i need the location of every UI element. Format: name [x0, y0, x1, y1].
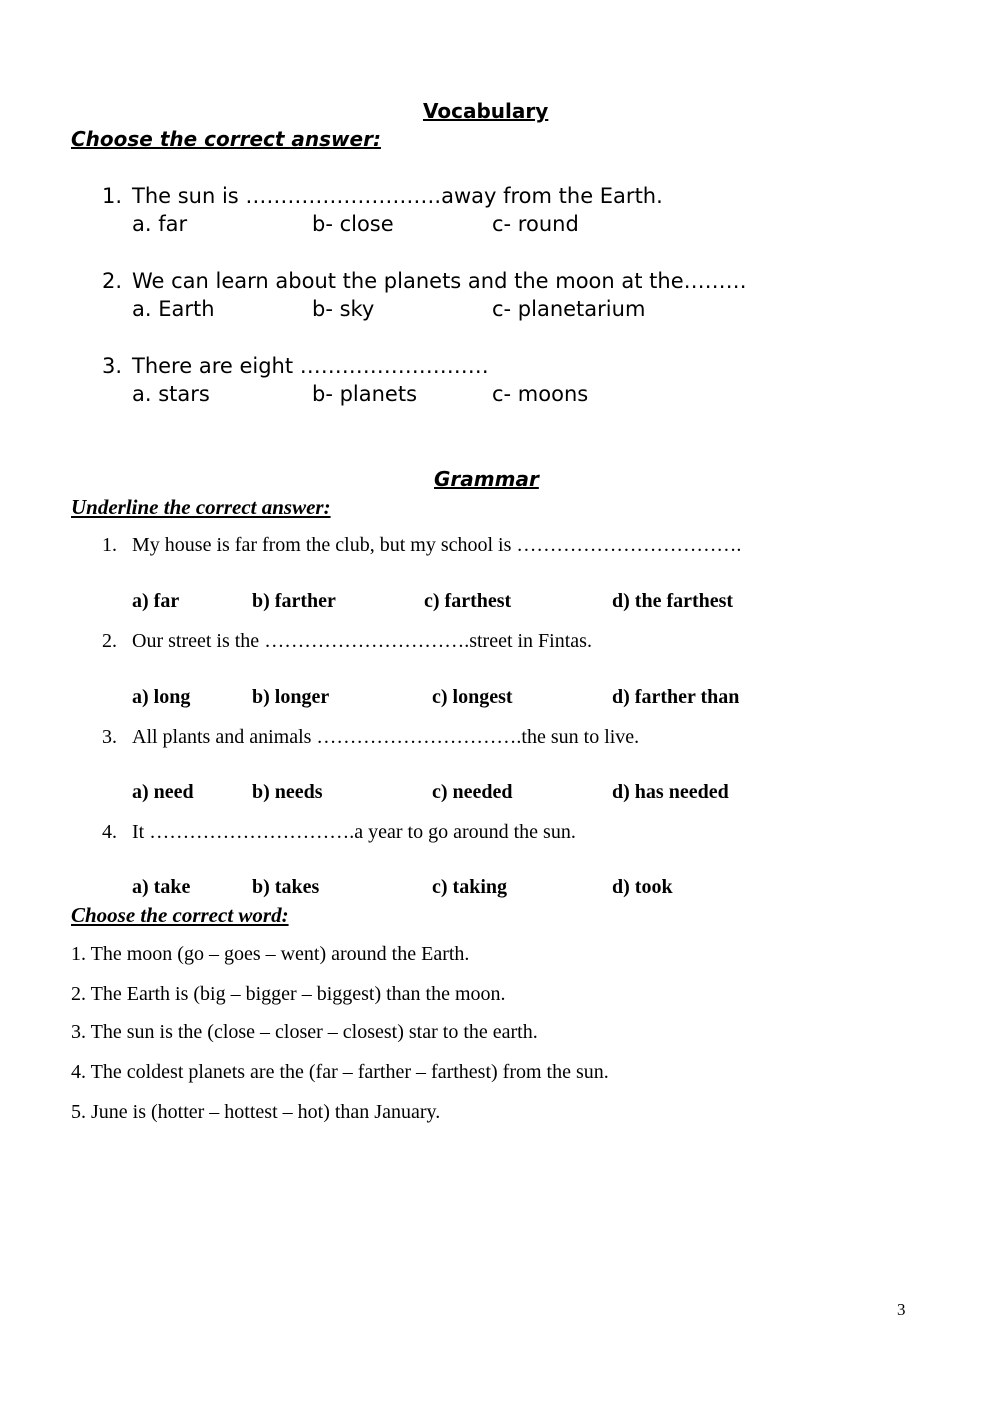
vocab-question-3-option-c: c- moons [492, 382, 589, 406]
grammar-question-1-number: 1. [102, 534, 117, 556]
grammar-question-1-option-d: d) the farthest [612, 590, 734, 612]
grammar-question-3-option-a: a) need [132, 781, 194, 803]
vocabulary-heading: Vocabulary [423, 99, 549, 123]
grammar-question-2-option-c: c) longest [432, 686, 513, 708]
choose-word-item-2: 2. The Earth is (big – bigger – biggest) than the moon. [71, 983, 506, 1005]
vocab-question-2-option-c: c- planetarium [492, 297, 646, 321]
choose-word-item-4: 4. The coldest planets are the (far – farther – farthest) from the sun. [71, 1061, 609, 1083]
vocab-question-1-option-b: b- close [312, 212, 394, 236]
choose-word-instruction: Choose the correct word: [71, 903, 289, 927]
vocab-question-3-number: 3. [102, 354, 123, 378]
grammar-question-3-number: 3. [102, 726, 117, 748]
vocab-question-1-number: 1. [102, 184, 123, 208]
grammar-question-1-option-b: b) farther [252, 590, 336, 612]
grammar-question-2-option-b: b) longer [252, 686, 330, 708]
grammar-question-4-option-a: a) take [132, 876, 191, 898]
vocab-question-2-text: We can learn about the planets and the moon at the……… [132, 269, 747, 293]
grammar-question-2-text: Our street is the ………………………….street in Fintas. [132, 630, 592, 652]
grammar-question-1-option-a: a) far [132, 590, 180, 612]
vocab-question-3-option-a: a. stars [132, 382, 210, 406]
grammar-instruction: Underline the correct answer: [71, 495, 331, 519]
grammar-question-4-option-b: b) takes [252, 876, 320, 898]
vocab-question-2-number: 2. [102, 269, 123, 293]
vocab-question-2-option-b: b- sky [312, 297, 375, 321]
vocab-question-3-option-b: b- planets [312, 382, 418, 406]
vocab-question-3-text: There are eight ……………………… [132, 354, 489, 378]
grammar-question-1-text: My house is far from the club, but my school is ……………………………. [132, 534, 742, 556]
choose-word-item-1: 1. The moon (go – goes – went) around the Earth. [71, 943, 470, 965]
grammar-question-3-option-c: c) needed [432, 781, 513, 803]
grammar-question-4-option-c: c) taking [432, 876, 507, 898]
grammar-question-2-option-d: d) farther than [612, 686, 740, 708]
grammar-question-2-option-a: a) long [132, 686, 191, 708]
vocab-question-2-option-a: a. Earth [132, 297, 215, 321]
grammar-question-3-option-d: d) has needed [612, 781, 729, 803]
choose-word-item-5: 5. June is (hotter – hottest – hot) than January. [71, 1101, 441, 1123]
grammar-question-4-option-d: d) took [612, 876, 673, 898]
grammar-question-4-text: It ………………………….a year to go around the sun. [132, 821, 576, 843]
vocab-question-1-option-a: a. far [132, 212, 188, 236]
vocabulary-instruction: Choose the correct answer: [71, 127, 381, 151]
grammar-question-2-number: 2. [102, 630, 117, 652]
grammar-question-3-option-b: b) needs [252, 781, 323, 803]
choose-word-item-3: 3. The sun is the (close – closer – closest) star to the earth. [71, 1021, 538, 1043]
grammar-question-1-option-c: c) farthest [424, 590, 512, 612]
vocab-question-1-option-c: c- round [492, 212, 579, 236]
grammar-heading: Grammar [434, 467, 539, 491]
page-number: 3 [897, 1300, 906, 1319]
grammar-question-3-text: All plants and animals ………………………….the sun to live. [132, 726, 640, 748]
vocab-question-1-text: The sun is ……………………….away from the Earth. [132, 184, 663, 208]
grammar-question-4-number: 4. [102, 821, 117, 843]
